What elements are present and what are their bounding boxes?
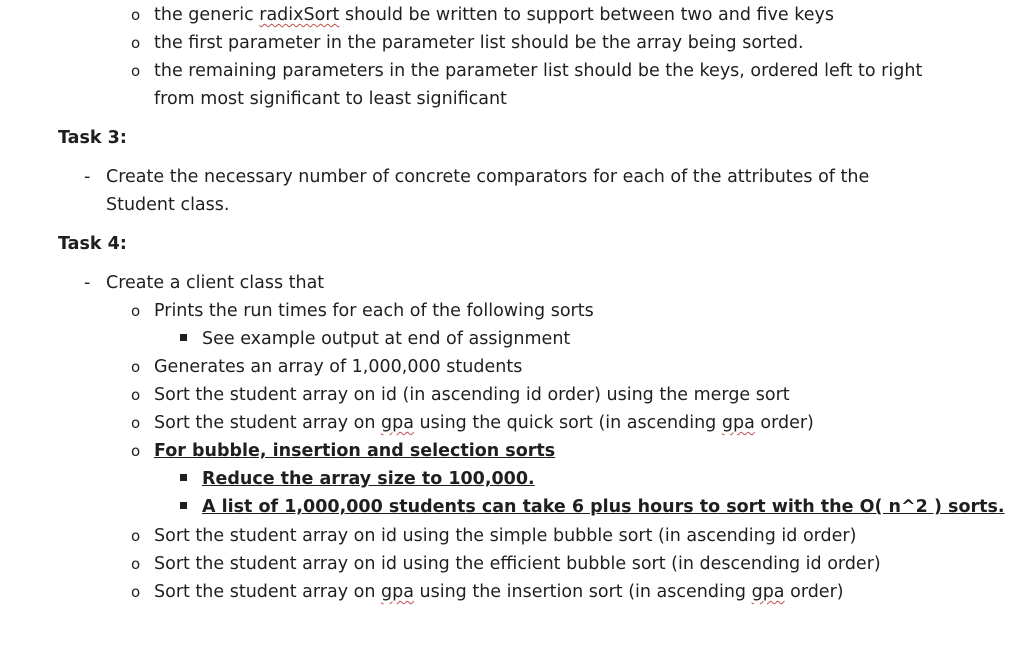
bullet-circle: o <box>131 358 141 376</box>
list-item-remaining-params: the remaining parameters in the parameter list should be the keys, ordered left to right <box>154 61 923 81</box>
item-warning: A list of 1,000,000 students can take 6 plus hours to sort with the O( n^2 ) sorts. <box>202 497 1005 517</box>
task3-text-line1: Create the necessary number of concrete comparators for each of the attributes of the <box>106 167 870 187</box>
task4-intro: Create a client class that <box>106 273 325 293</box>
list-item-first-param: the first parameter in the parameter list should be the array being sorted. <box>154 33 804 53</box>
bullet-circle: o <box>131 414 141 432</box>
spellcheck-word: gpa <box>721 413 755 433</box>
spellcheck-word: gpa <box>751 582 785 602</box>
bullet-dash: - <box>84 273 91 293</box>
bullet-dash: - <box>84 167 91 187</box>
item-reduce-size: Reduce the array size to 100,000. <box>202 469 535 489</box>
item-bubble-heading: For bubble, insertion and selection sorts <box>154 441 556 461</box>
list-item-continuation: from most significant to least significant <box>154 89 507 109</box>
item-efficient-bubble: Sort the student array on id using the efficient bubble sort (in descending id order) <box>154 554 881 574</box>
bullet-circle: o <box>131 386 141 404</box>
spellcheck-word: radixSort <box>259 5 340 25</box>
bullet-square <box>180 334 187 341</box>
bullet-circle: o <box>131 34 141 52</box>
bullet-circle: o <box>131 527 141 545</box>
item-simple-bubble: Sort the student array on id using the simple bubble sort (in ascending id order) <box>154 526 857 546</box>
item-generate: Generates an array of 1,000,000 students <box>154 357 523 377</box>
bullet-square <box>180 502 187 509</box>
task4-heading: Task 4: <box>58 234 127 254</box>
item-quick-sort: Sort the student array on gpa using the quick sort (in ascending gpa order) <box>154 413 814 433</box>
bullet-circle: o <box>131 62 141 80</box>
item-example-output: See example output at end of assignment <box>202 329 571 349</box>
list-item-radixsort: the generic radixSort should be written to support between two and five keys <box>154 5 834 25</box>
bullet-circle: o <box>131 555 141 573</box>
bullet-circle: o <box>131 583 141 601</box>
item-merge-sort: Sort the student array on id (in ascending id order) using the merge sort <box>154 385 790 405</box>
spellcheck-word: gpa <box>381 413 414 433</box>
bullet-circle: o <box>131 6 141 24</box>
task3-heading: Task 3: <box>58 128 127 148</box>
task3-text-line2: Student class. <box>106 195 230 215</box>
bullet-square <box>180 474 187 481</box>
bullet-circle: o <box>131 442 141 460</box>
item-insertion-sort: Sort the student array on gpa using the insertion sort (in ascending gpa order) <box>154 582 844 602</box>
item-runtimes: Prints the run times for each of the following sorts <box>154 301 594 321</box>
bullet-circle: o <box>131 302 141 320</box>
spellcheck-word: gpa <box>381 582 414 602</box>
